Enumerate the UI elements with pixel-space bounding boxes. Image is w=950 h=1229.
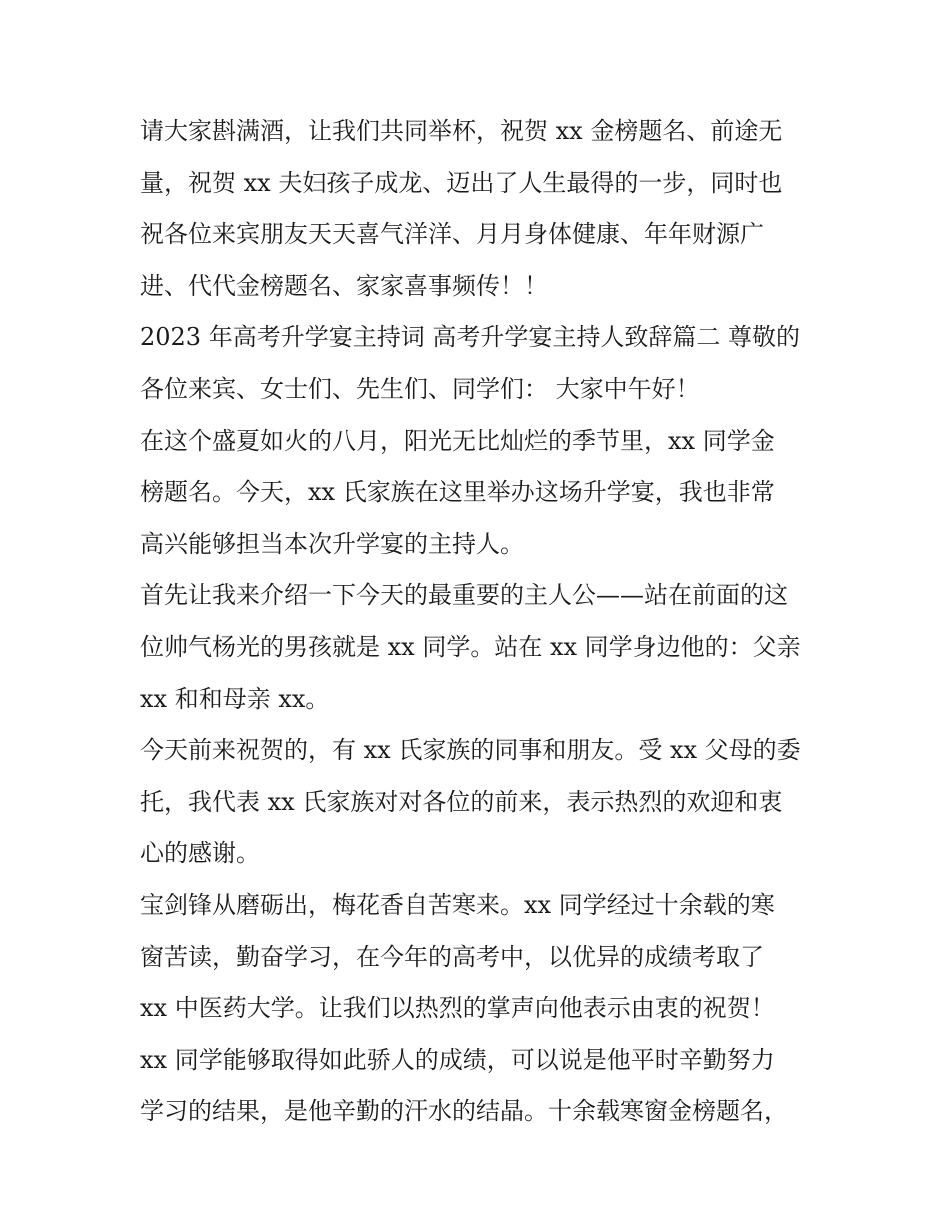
text-line: 位帅气杨光的男孩就是 xx 同学。站在 xx 同学身边他的：父亲 <box>140 632 801 661</box>
text-line: 学习的结果，是他辛勤的汗水的结晶。十余载寒窗金榜题名， <box>140 1097 788 1126</box>
text-line: 2023 年高考升学宴主持词 高考升学宴主持人致辞篇二 尊敬的 <box>140 323 800 352</box>
text-line: 托，我代表 xx 氏家族对对各位的前来，表示热烈的欢迎和衷 <box>140 787 783 816</box>
text-line: 窗苦读，勤奋学习，在今年的高考中，以优异的成绩考取了 <box>140 942 764 971</box>
text-line: 请大家斟满酒，让我们共同举杯，祝贺 xx 金榜题名、前途无 <box>140 117 783 145</box>
text-line: 心的感谢。 <box>140 839 260 868</box>
text-line: 榜题名。今天，xx 氏家族在这里举办这场升学宴，我也非常 <box>140 478 775 507</box>
text-line: 量，祝贺 xx 夫妇孩子成龙、迈出了人生最得的一步，同时也 <box>140 168 783 197</box>
text-line: 宝剑锋从磨砺出，梅花香自苦寒来。xx 同学经过十余载的寒 <box>140 890 775 919</box>
text-line: 今天前来祝贺的，有 xx 氏家族的同事和朋友。受 xx 父母的委 <box>140 736 801 765</box>
text-line: 各位来宾、女士们、先生们、同学们： 大家中午好！ <box>140 374 700 403</box>
document-body <box>140 112 820 1144</box>
text-line: 进、代代金榜题名、家家喜事频传！！ <box>140 271 548 300</box>
text-line: 高兴能够担当本次升学宴的主持人。 <box>140 529 524 558</box>
text-line: 首先让我来介绍一下今天的最重要的主人公——站在前面的这 <box>140 581 788 610</box>
text-line: 祝各位来宾朋友天天喜气洋洋、月月身体健康、年年财源广 <box>140 220 764 249</box>
text-line: xx 和和母亲 xx。 <box>140 684 330 713</box>
text-line: 在这个盛夏如火的八月，阳光无比灿烂的季节里，xx 同学金 <box>140 426 775 455</box>
text-line: xx 同学能够取得如此骄人的成绩，可以说是他平时辛勤努力 <box>140 1045 775 1074</box>
text-line: xx 中医药大学。让我们以热烈的掌声向他表示由衷的祝贺！ <box>140 994 775 1023</box>
